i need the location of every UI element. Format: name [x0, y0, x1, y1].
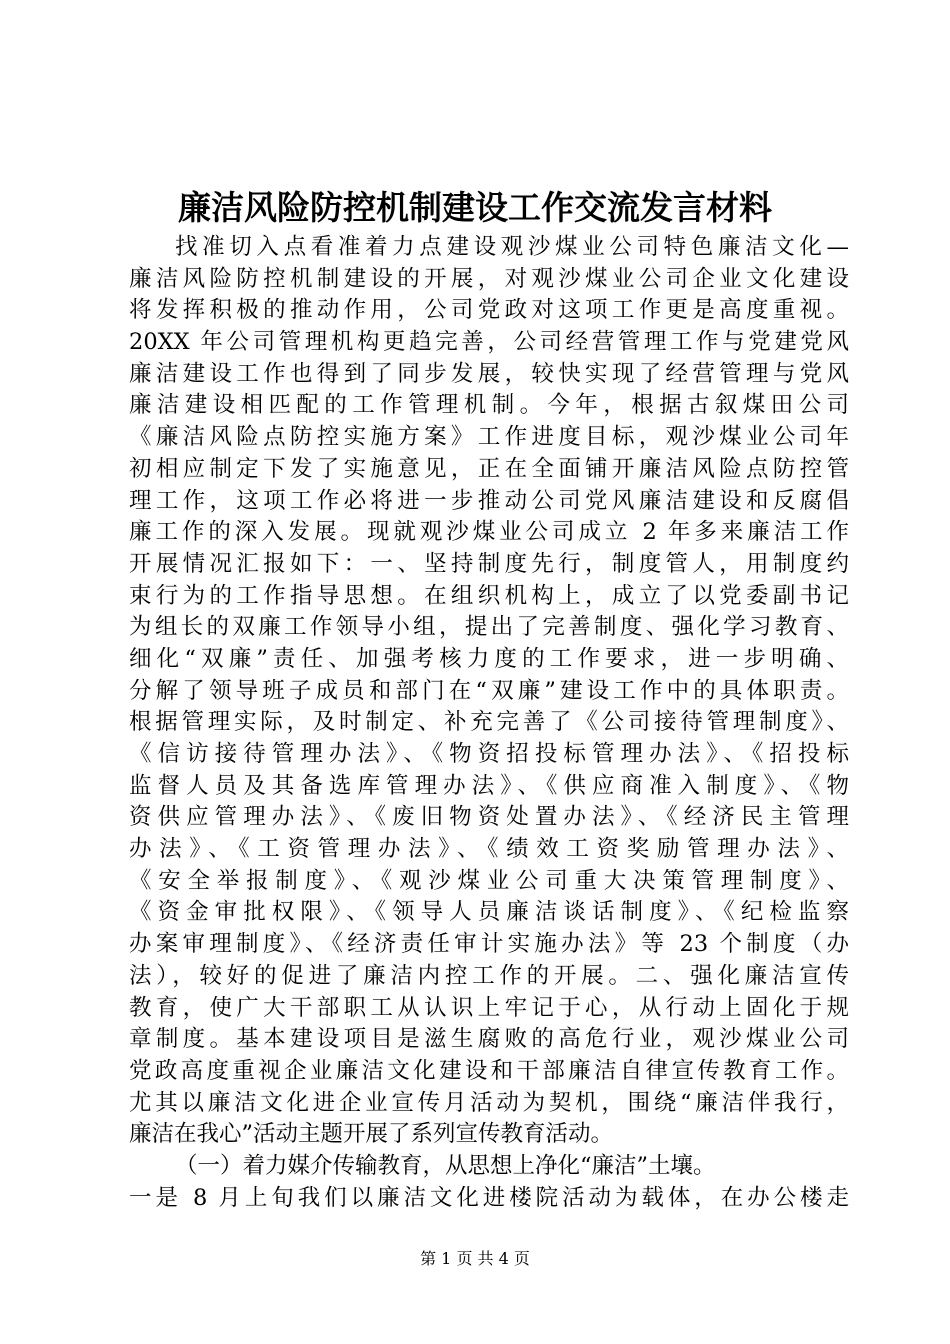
- body-line: 办法》、《工资管理办法》、《绩效工资奖励管理办法》、: [129, 836, 849, 863]
- body-line: 将发挥积极的推动作用，公司党政对这项工作更是高度重视。: [129, 297, 849, 324]
- body-line: 资供应管理办法》、《废旧物资处置办法》、《经济民主管理: [129, 804, 849, 831]
- body-line: 党政高度重视企业廉洁文化建设和干部廉洁自律宣传教育工作。: [129, 1057, 849, 1084]
- document-title: 廉洁风险防控机制建设工作交流发言材料: [178, 188, 772, 227]
- body-line: 《资金审批权限》、《领导人员廉洁谈话制度》、《纪检监察: [129, 899, 849, 926]
- body-line: 法），较好的促进了廉洁内控工作的开展。二、强化廉洁宣传: [129, 962, 849, 989]
- body-line: 监督人员及其备选库管理办法》、《供应商准入制度》、《物: [129, 772, 849, 799]
- body-line: 廉洁在我心”活动主题开展了系列宣传教育活动。: [129, 1121, 614, 1148]
- body-line: 细化“双廉”责任、加强考核力度的工作要求，进一步明确、: [129, 645, 849, 672]
- body-line: 廉洁风险防控机制建设的开展，对观沙煤业公司企业文化建设: [129, 265, 849, 292]
- document-body: [129, 232, 849, 1214]
- body-line: （一）着力媒介传输教育，从思想上净化“廉洁”土壤。: [175, 1152, 716, 1179]
- body-line: 开展情况汇报如下：一、坚持制度先行，制度管人，用制度约: [129, 550, 849, 577]
- page-number-footer: 第 1 页 共 4 页: [420, 1249, 530, 1268]
- body-line: 廉洁建设相匹配的工作管理机制。今年，根据古叙煤田公司: [129, 392, 849, 419]
- body-line: 根据管理实际，及时制定、补充完善了《公司接待管理制度》、: [129, 709, 849, 736]
- body-line: 分解了领导班子成员和部门在“双廉”建设工作中的具体职责。: [129, 677, 849, 704]
- body-line: 一是 8 月上旬我们以廉洁文化进楼院活动为载体，在办公楼走: [129, 1184, 849, 1211]
- body-line: 廉洁建设工作也得到了同步发展，较快实现了经营管理与党风: [129, 360, 849, 387]
- body-line: 章制度。基本建设项目是滋生腐败的高危行业，观沙煤业公司: [129, 1026, 849, 1053]
- body-line: 廉工作的深入发展。现就观沙煤业公司成立 2 年多来廉洁工作: [129, 519, 849, 546]
- body-line: 办案审理制度》、《经济责任审计实施办法》等 23 个制度（办: [129, 931, 849, 958]
- body-line: 找准切入点看准着力点建设观沙煤业公司特色廉洁文化—: [175, 234, 849, 260]
- body-line: 理工作，这项工作必将进一步推动公司党风廉洁建设和反腐倡: [129, 487, 849, 514]
- body-line: 为组长的双廉工作领导小组，提出了完善制度、强化学习教育、: [129, 614, 849, 641]
- body-line: 20XX 年公司管理机构更趋完善，公司经营管理工作与党建党风: [129, 329, 849, 356]
- body-line: 《安全举报制度》、《观沙煤业公司重大决策管理制度》、: [129, 867, 849, 894]
- body-line: 教育，使广大干部职工从认识上牢记于心，从行动上固化于规: [129, 994, 849, 1021]
- body-line: 《廉洁风险点防控实施方案》工作进度目标，观沙煤业公司年: [129, 424, 849, 451]
- body-line: 尤其以廉洁文化进企业宣传月活动为契机，围绕“廉洁伴我行，: [129, 1089, 849, 1116]
- body-line: 初相应制定下发了实施意见，正在全面铺开廉洁风险点防控管: [129, 455, 849, 482]
- body-line: 《信访接待管理办法》、《物资招投标管理办法》、《招投标: [129, 741, 849, 767]
- body-line: 束行为的工作指导思想。在组织机构上，成立了以党委副书记: [129, 582, 849, 609]
